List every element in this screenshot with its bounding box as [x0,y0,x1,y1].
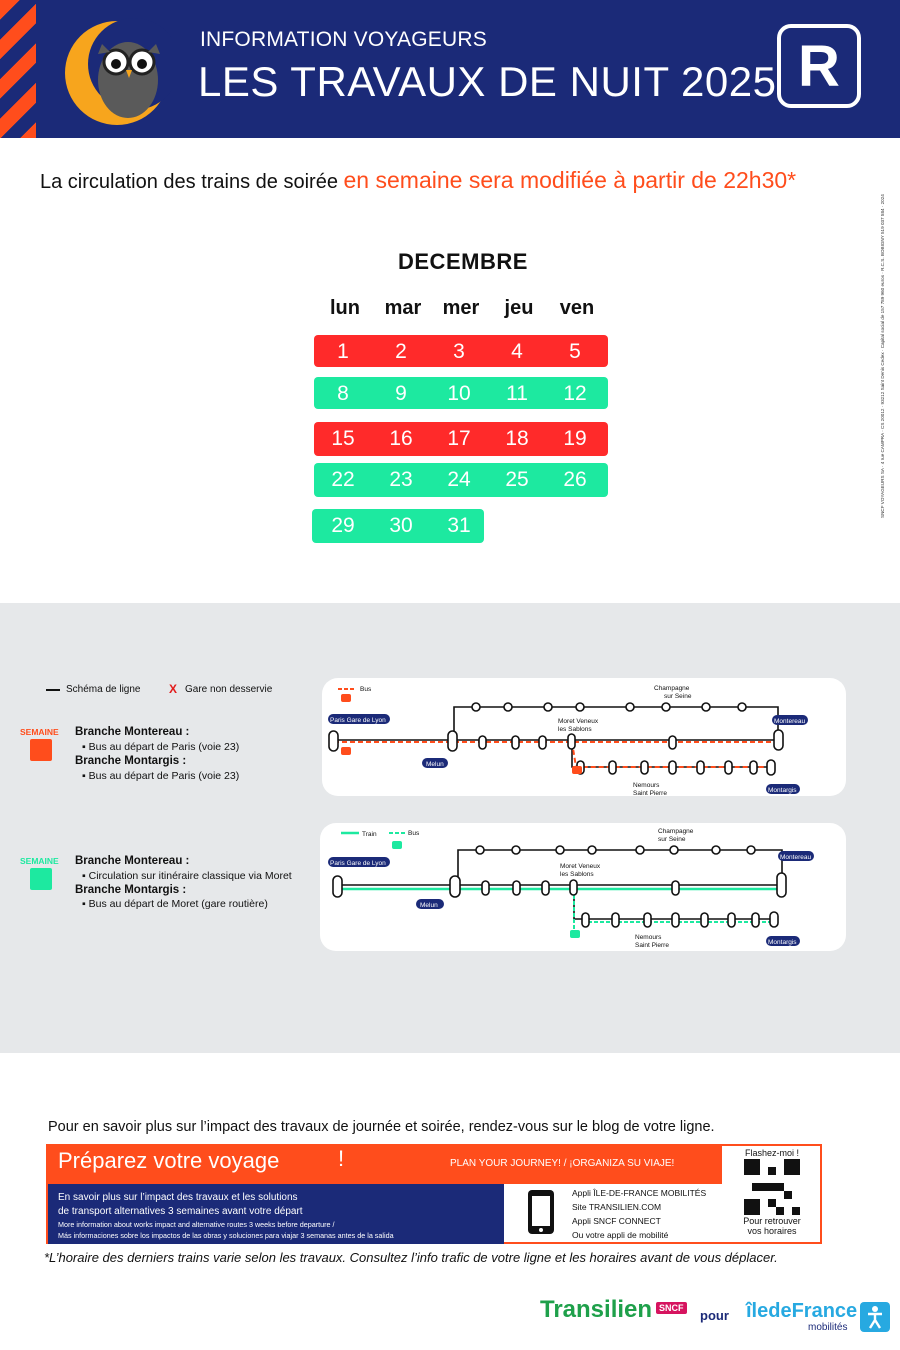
station-nemours-4: Saint Pierre [635,942,669,949]
station-nemours: Nemours [633,782,660,789]
date-cell: 9 [395,382,407,405]
prepare-exclamation: ! [338,1146,345,1171]
pour-text: pour [700,1308,729,1323]
headline-highlight: en semaine sera modifiée à partir de 22h30* [343,167,797,193]
date-cell: 11 [506,382,528,405]
day-label-mar: mar [384,297,422,319]
station-montargis-2: Montargis [768,939,797,946]
qr-sub-2: vos horaires [747,1226,797,1236]
banner-orange [48,1146,722,1184]
station-paris: Paris Gare de Lyon [330,717,386,724]
date-cell: 30 [389,514,413,537]
app-other: Ou votre appli de mobilité [572,1230,669,1240]
qr-panel [724,1146,820,1242]
smartphone-icon [524,1188,558,1236]
header-subtitle: INFORMATION VOYAGEURS [200,28,487,51]
date-cell: 5 [569,340,581,363]
date-cell: 16 [389,427,413,450]
date-cell: 10 [447,382,471,405]
legend-gare: Gare non desservie [185,684,273,695]
idfm-logo-sub: mobilités [808,1322,848,1333]
branch-item: ▪ Circulation sur itinéraire classique via Moret [82,870,292,882]
date-cell: 26 [563,468,587,491]
station-montereau-2: Montereau [780,854,812,861]
date-cell: 19 [563,427,587,450]
station-nemours-2: Saint Pierre [633,790,667,796]
station-nemours-3: Nemours [635,934,662,941]
branch-title: Branche Montereau : [75,855,190,867]
info-fr-1: En savoir plus sur l’impact des travaux et les solutions [58,1192,298,1203]
semaine-label: SEMAINE [20,727,59,737]
calendar-week-5 [312,509,484,543]
line-r-badge: R [777,24,861,108]
app-idfm[interactable]: Appli ÎLE-DE-FRANCE MOBILITÉS [572,1188,707,1198]
date-cell: 23 [389,468,413,491]
qr-code-icon[interactable] [744,1159,800,1215]
line-map-train [320,823,846,951]
date-cell: 1 [337,340,349,363]
site-transilien[interactable]: Site TRANSILIEN.COM [572,1202,662,1212]
info-line: Pour en savoir plus sur l’impact des travaux de journée et soirée, rendez-vous sur le blog de votre ligne. [48,1119,715,1135]
headline-part1: La circulation des trains de soirée [40,171,338,193]
scenario-color-swatch [30,739,52,761]
app-links [510,1184,720,1244]
day-label-jeu: jeu [504,297,534,319]
legend-schema: Schéma de ligne [66,684,141,695]
calendar-week-1 [314,335,608,367]
calendar-week-2 [314,377,608,409]
info-fr-2: de transport alternatives 3 semaines avant votre départ [58,1206,303,1217]
station-moret-4: les Sablons [560,871,594,878]
station-melun-2: Melun [420,902,438,909]
side-legal-text [876,180,888,520]
semaine-label: SEMAINE [20,856,59,866]
calendar-week-4 [314,463,608,497]
day-label-mer: mer [442,297,480,319]
date-cell: 12 [563,382,587,405]
banner-blue [48,1184,504,1244]
header-banner [0,0,900,138]
branch-title: Branche Montereau : [75,726,190,738]
station-montereau: Montereau [774,718,806,725]
date-cell: 4 [511,340,523,363]
date-cell: 25 [505,468,529,491]
station-paris-2: Paris Gare de Lyon [330,860,386,867]
qr-sub-1: Pour retrouver [743,1216,801,1226]
map-bus-label: Bus [360,686,372,693]
hazard-stripes [0,0,36,138]
svg-text:SNCF VOYAGEURS SA · 4 rue CAMP: SNCF VOYAGEURS SA · 4 rue CAMPRA · CS 20012 · 93212 Saint Denis Cedex · Capital social de 157 789 960 euros · R.C.S. BOBIGNY 519 037 584 · 2024 [880,194,885,518]
map-train-label: Train [362,831,377,838]
date-cell: 18 [505,427,529,450]
branch-title: Branche Montargis : [75,884,187,896]
date-cell: 2 [395,340,407,363]
calendar-week-3 [314,422,608,456]
day-label-ven: ven [559,297,595,319]
map-bus-label-2: Bus [408,830,420,837]
station-champagne-3: Champagne [658,828,694,835]
prepare-title: Préparez votre voyage [58,1148,280,1173]
idfm-logo: îledeFrance [746,1300,858,1322]
prepare-banner [46,1144,822,1244]
app-sncf-connect[interactable]: Appli SNCF CONNECT [572,1216,661,1226]
branch-item: ▪ Bus au départ de Paris (voie 23) [82,741,240,753]
station-moret-3: Moret Veneux [560,863,601,870]
qr-title: Flashez-moi ! [744,1148,799,1158]
line-map-bus [322,678,846,796]
date-cell: 24 [447,468,471,491]
branch-item: ▪ Bus au départ de Paris (voie 23) [82,770,240,782]
station-melun: Melun [426,761,444,768]
station-champagne-2: sur Seine [664,693,692,700]
plan-journey: PLAN YOUR JOURNEY! / ¡ORGANIZA SU VIAJE! [450,1158,675,1169]
transilien-logo: Transilien [540,1296,653,1323]
info-es: Más informaciones sobre los impactos de las obras y soluciones para viajar 3 semanas antes de la salida [58,1231,394,1240]
date-cell: 3 [453,340,465,363]
page-title: LES TRAVAUX DE NUIT 2025 [198,58,777,105]
station-montargis: Montargis [768,787,797,794]
map-section [0,603,900,1053]
line-legend-swatch [46,689,60,691]
station-champagne: Champagne [654,685,690,692]
station-champagne-4: sur Seine [658,836,686,843]
day-label-lun: lun [330,297,360,319]
date-cell: 31 [447,514,471,537]
date-cell: 29 [331,514,355,537]
date-cell: 8 [337,382,349,405]
station-moret-2: les Sablons [558,726,592,733]
info-en: More information about works impact and alternative routes 3 weeks before departure / [58,1220,335,1229]
branch-item: ▪ Bus au départ de Moret (gare routière) [82,898,268,910]
date-cell: 15 [331,427,355,450]
branch-title: Branche Montargis : [75,755,187,767]
date-cell: 17 [447,427,471,450]
headline [40,167,796,194]
owl-moon-icon [62,18,172,128]
station-moret: Moret Veneux [558,718,599,725]
calendar-month: DECEMBRE [398,249,528,274]
footnote: *L’horaire des derniers trains varie selon les travaux. Consultez l’info trafic de votre ligne et les horaires avant de vous déplacer. [44,1250,778,1265]
accessibility-icon [860,1302,890,1332]
date-cell: 22 [331,468,355,491]
sncf-logo: SNCF [656,1302,687,1314]
x-mark-icon: X [169,682,178,696]
scenario-color-swatch [30,868,52,890]
